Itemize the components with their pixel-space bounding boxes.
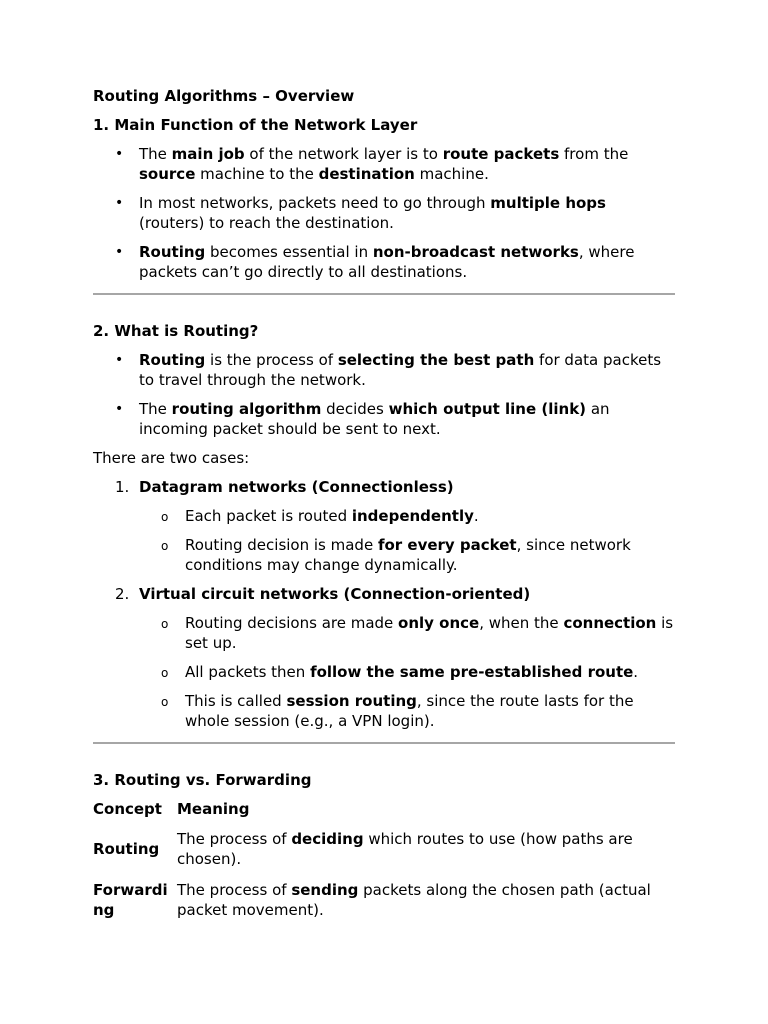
bold-text: Routing [139,351,206,369]
bold-text: main job [171,145,245,163]
list-item-text [139,400,610,438]
sublist-item-text [185,614,673,652]
sub-bullet-icon: o [161,695,169,709]
table-header-concept: Concept [93,800,162,818]
bold-text: route packets [442,145,560,163]
text-run: This is called [185,692,287,710]
cases-list [93,477,675,731]
bold-text: source [139,165,196,183]
list-item-text [139,194,606,232]
text-run: Routing decision is made [185,536,378,554]
text-run: for data packets to travel through the network. [139,351,662,389]
sublist-item-text [185,663,638,681]
sublist-item-text [185,536,631,574]
case-sublist [139,613,675,731]
section-2-list [93,350,675,439]
sublist-item [139,613,675,653]
table-cell-meaning [177,880,675,920]
cases-intro: There are two cases: [93,449,250,467]
bold-text: multiple hops [490,194,606,212]
text-run: The process of [177,881,292,899]
list-item-text [139,351,661,389]
text-run: , when the [479,614,564,632]
section-3-heading: 3. Routing vs. Forwarding [93,771,312,789]
text-run: Routing decisions are made [185,614,399,632]
table-cell-concept: Forwarding [93,881,168,919]
text-run: The process of [177,830,292,848]
table-header-meaning: Meaning [177,800,250,818]
text-run: . [473,507,479,525]
text-run: machine. [414,165,489,183]
section-divider [93,742,675,744]
text-run: . [633,663,639,681]
text-run: , since network conditions may change dynamically. [185,536,631,574]
bold-text: which output line (link) [388,400,587,418]
section-2-heading: 2. What is Routing? [93,322,259,340]
text-run: from the [559,145,629,163]
text-run: , since the route lasts for the whole session (e.g., a VPN login). [185,692,634,730]
bold-text: deciding [291,830,364,848]
bold-text: routing algorithm [171,400,322,418]
list-item [93,350,675,390]
bold-text: independently [351,507,474,525]
text-run: The [139,400,172,418]
case-title: Datagram networks (Connectionless) [139,478,454,496]
bullet-icon: • [115,195,124,211]
text-run: is the process of [205,351,338,369]
bold-text: connection [563,614,657,632]
bold-text: sending [291,881,359,899]
table-header-row [93,799,675,829]
sub-bullet-icon: o [161,539,169,553]
bullet-icon: • [115,146,124,162]
list-item [93,144,675,184]
list-item-text [139,145,628,183]
sublist-item-text [185,692,634,730]
text-run: becomes essential in [205,243,373,261]
text-run: , where packets can’t go directly to all destinations. [139,243,635,281]
bold-text: only once [398,614,480,632]
section-1-heading: 1. Main Function of the Network Layer [93,116,418,134]
table-cell-concept: Routing [93,840,160,858]
case-number: 2. [115,585,130,603]
sublist-item [139,662,675,682]
case-title: Virtual circuit networks (Connection-oriented) [139,585,531,603]
list-item-text [139,243,634,281]
sublist-item-text [185,507,479,525]
sub-bullet-icon: o [161,617,169,631]
text-run: Each packet is routed [185,507,352,525]
bold-text: for every packet [377,536,517,554]
text-run: is set up. [185,614,674,652]
bullet-icon: • [115,401,124,417]
case-number: 1. [115,478,130,496]
text-run: packets along the chosen path (actual packet movement). [177,881,651,919]
table-row [93,880,675,920]
bold-text: destination [318,165,415,183]
bullet-icon: • [115,352,124,368]
comparison-table [93,799,675,920]
text-run: In most networks, packets need to go through [139,194,491,212]
text-run: The [139,145,172,163]
sublist-item [139,691,675,731]
section-1-list [93,144,675,282]
table-row [93,829,675,880]
document-page [93,86,675,920]
list-item [93,193,675,233]
text-run: (routers) to reach the destination. [139,214,394,232]
bold-text: non-broadcast networks [372,243,579,261]
bold-text: selecting the best path [337,351,535,369]
bullet-icon: • [115,244,124,260]
text-run: an incoming packet should be sent to next. [139,400,610,438]
sublist-item [139,506,675,526]
text-run: which routes to use (how paths are chosen). [177,830,633,868]
sub-bullet-icon: o [161,510,169,524]
text-run: decides [321,400,389,418]
bold-text: Routing [139,243,206,261]
list-item [93,399,675,439]
bold-text: follow the same pre-established route [310,663,634,681]
document-title: Routing Algorithms – Overview [93,87,355,105]
table-cell-meaning [177,829,675,880]
sublist-item [139,535,675,575]
case-sublist [139,506,675,575]
case-item [93,477,675,575]
text-run: machine to the [195,165,319,183]
section-divider [93,293,675,295]
text-run: of the network layer is to [244,145,443,163]
bold-text: session routing [286,692,417,710]
list-item [93,242,675,282]
text-run: All packets then [185,663,311,681]
sub-bullet-icon: o [161,666,169,680]
case-item [93,584,675,731]
